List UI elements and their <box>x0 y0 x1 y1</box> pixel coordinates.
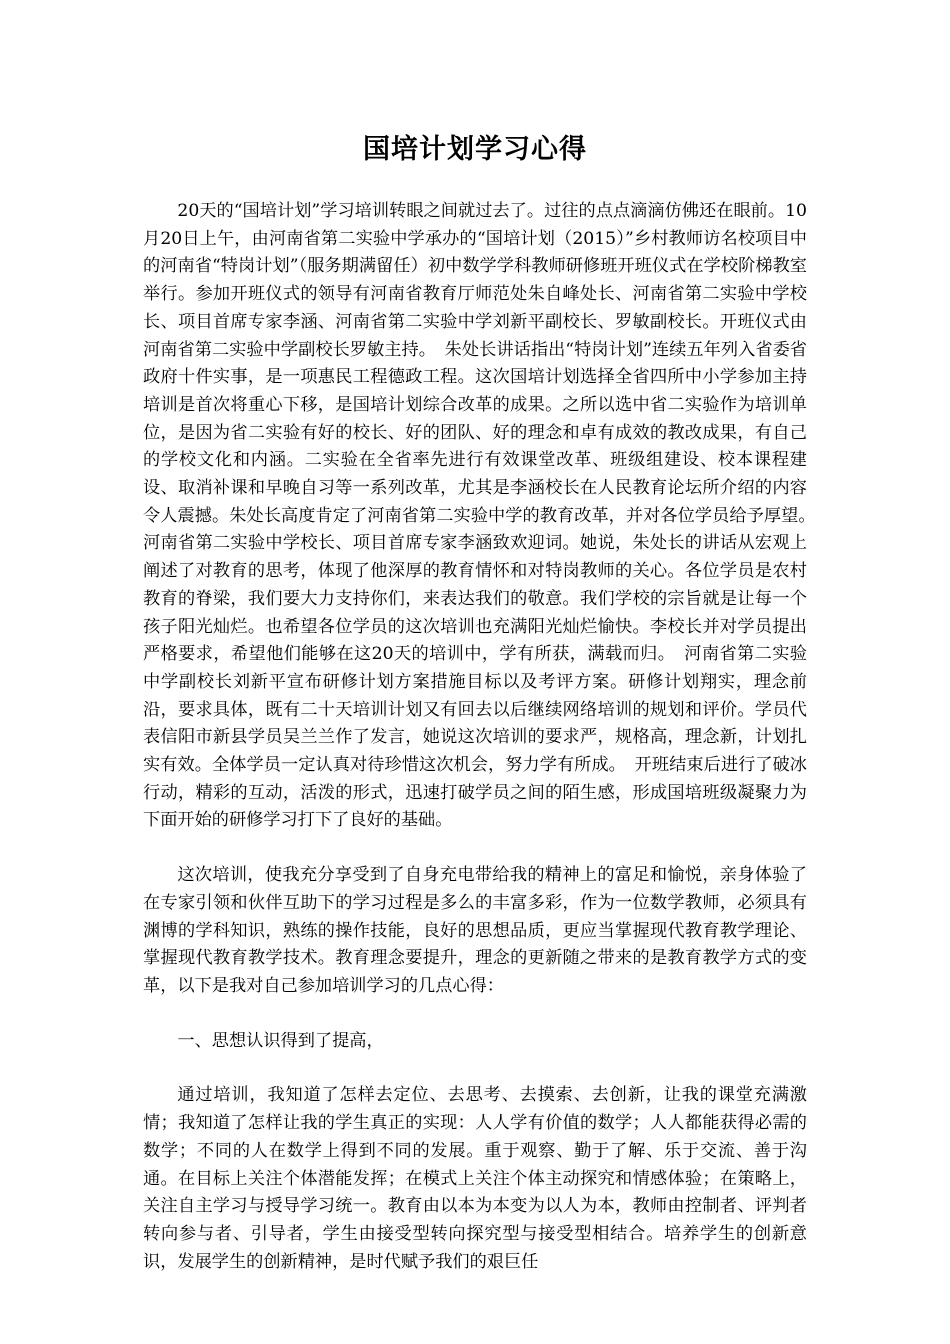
document-body <box>143 198 825 1276</box>
paragraph-section-1: 通过培训，我知道了怎样去定位、去思考、去摸索、去创新，让我的课堂充满激情；我知道了怎样让我的学生真正的实现：人人学有价值的数学；人人都能获得必需的数学；不同的人在数学上得到不同的发展。重于观察、勤于了解、乐于交流、善于沟通。在目标上关注个体潜能发挥；在模式上关注个体主动探究和情感体验；在策略上，关注自主学习与授导学习统一。教育由以本为本变为以人为本，教师由控制者、评判者转向参与者、引导者，学生由接受型转向探究型与接受型相结合。培养学生的创新意识，发展学生的创新精神，是时代赋予我们的艰巨任 <box>143 1085 807 1272</box>
document-title: 国培计划学习心得 <box>363 134 587 165</box>
section-heading-1: 一、思想认识得到了提高， <box>177 1030 384 1051</box>
paragraph-training-experience: 这次培训，使我充分享受到了自身充电带给我的精神上的富足和愉悦，亲身体验了在专家引领和伙伴互助下的学习过程是多么的丰富多彩，作为一位数学教师，必须具有渊博的学科知识，熟练的操作技能，良好的思想品质，更应当掌握现代教育教学理论、掌握现代教育教学技术。教育理念要提升，理念的更新随之带来的是教育教学方式的变革，以下是我对自己参加培训学习的几点心得： <box>143 865 807 996</box>
paragraph-opening-ceremony: 20天的“国培计划”学习培训转眼之间就过去了。过往的点点滴滴仿佛还在眼前。10月20日上午，由河南省第二实验中学承办的“国培计划（2015）”乡村教师访名校项目中的河南省“特岗计划”（服务期满留任）初中数学学科教师研修班开班仪式在学校阶梯教室举行。参加开班仪式的领导有河南省教育厅师范处朱自峰处长、河南省第二实验中学校长、项目首席专家李涵、河南省第二实验中学刘新平副校长、罗敏副校长。开班仪式由河南省第二实验中学副校长罗敏主持。 朱处长讲话指出“特岗计划”连续五年列入省委省政府十件实事，是一项惠民工程德政工程。这次国培计划选择全省四所中小学参加主持培训是首次将重心下移，是国培计划综合改革的成果。之所以选中省二实验作为培训单位，是因为省二实验有好的校长、好的团队、好的理念和卓有成效的教改成果，有自己的学校文化和内涵。二实验在全省率先进行有效课堂改革、班级组建设、校本课程建设、取消补课和早晚自习等一系列改革，尤其是李涵校长在人民教育论坛所介绍的内容令人震撼。朱处长高度肯定了河南省第二实验中学的教育改革，并对各位学员给予厚望。 河南省第二实验中学校长、项目首席专家李涵致欢迎词。她说，朱处长的讲话从宏观上阐述了对教育的思考，体现了他深厚的教育情怀和对特岗教师的关心。各位学员是农村教育的脊梁，我们要大力支持你们，来表达我们的敬意。我们学校的宗旨就是让每一个孩子阳光灿烂。也希望各位学员的这次培训也充满阳光灿烂愉快。李校长并对学员提出严格要求，希望他们能够在这20天的培训中，学有所获，满载而归。 河南省第二实验中学副校长刘新平宣布研修计划方案措施目标以及考评方案。研修计划翔实，理念前沿，要求具体，既有二十天培训计划又有回去以后继续网络培训的规划和评价。学员代表信阳市新县学员吴兰兰作了发言，她说这次培训的要求严，规格高，理念新，计划扎实有效。全体学员一定认真对待珍惜这次机会，努力学有所成。 开班结束后进行了破冰行动，精彩的互动，活泼的形式，迅速打破学员之间的陌生感，形成国培班级凝聚力为下面开始的研修学习打下了良好的基础。 <box>143 201 825 831</box>
